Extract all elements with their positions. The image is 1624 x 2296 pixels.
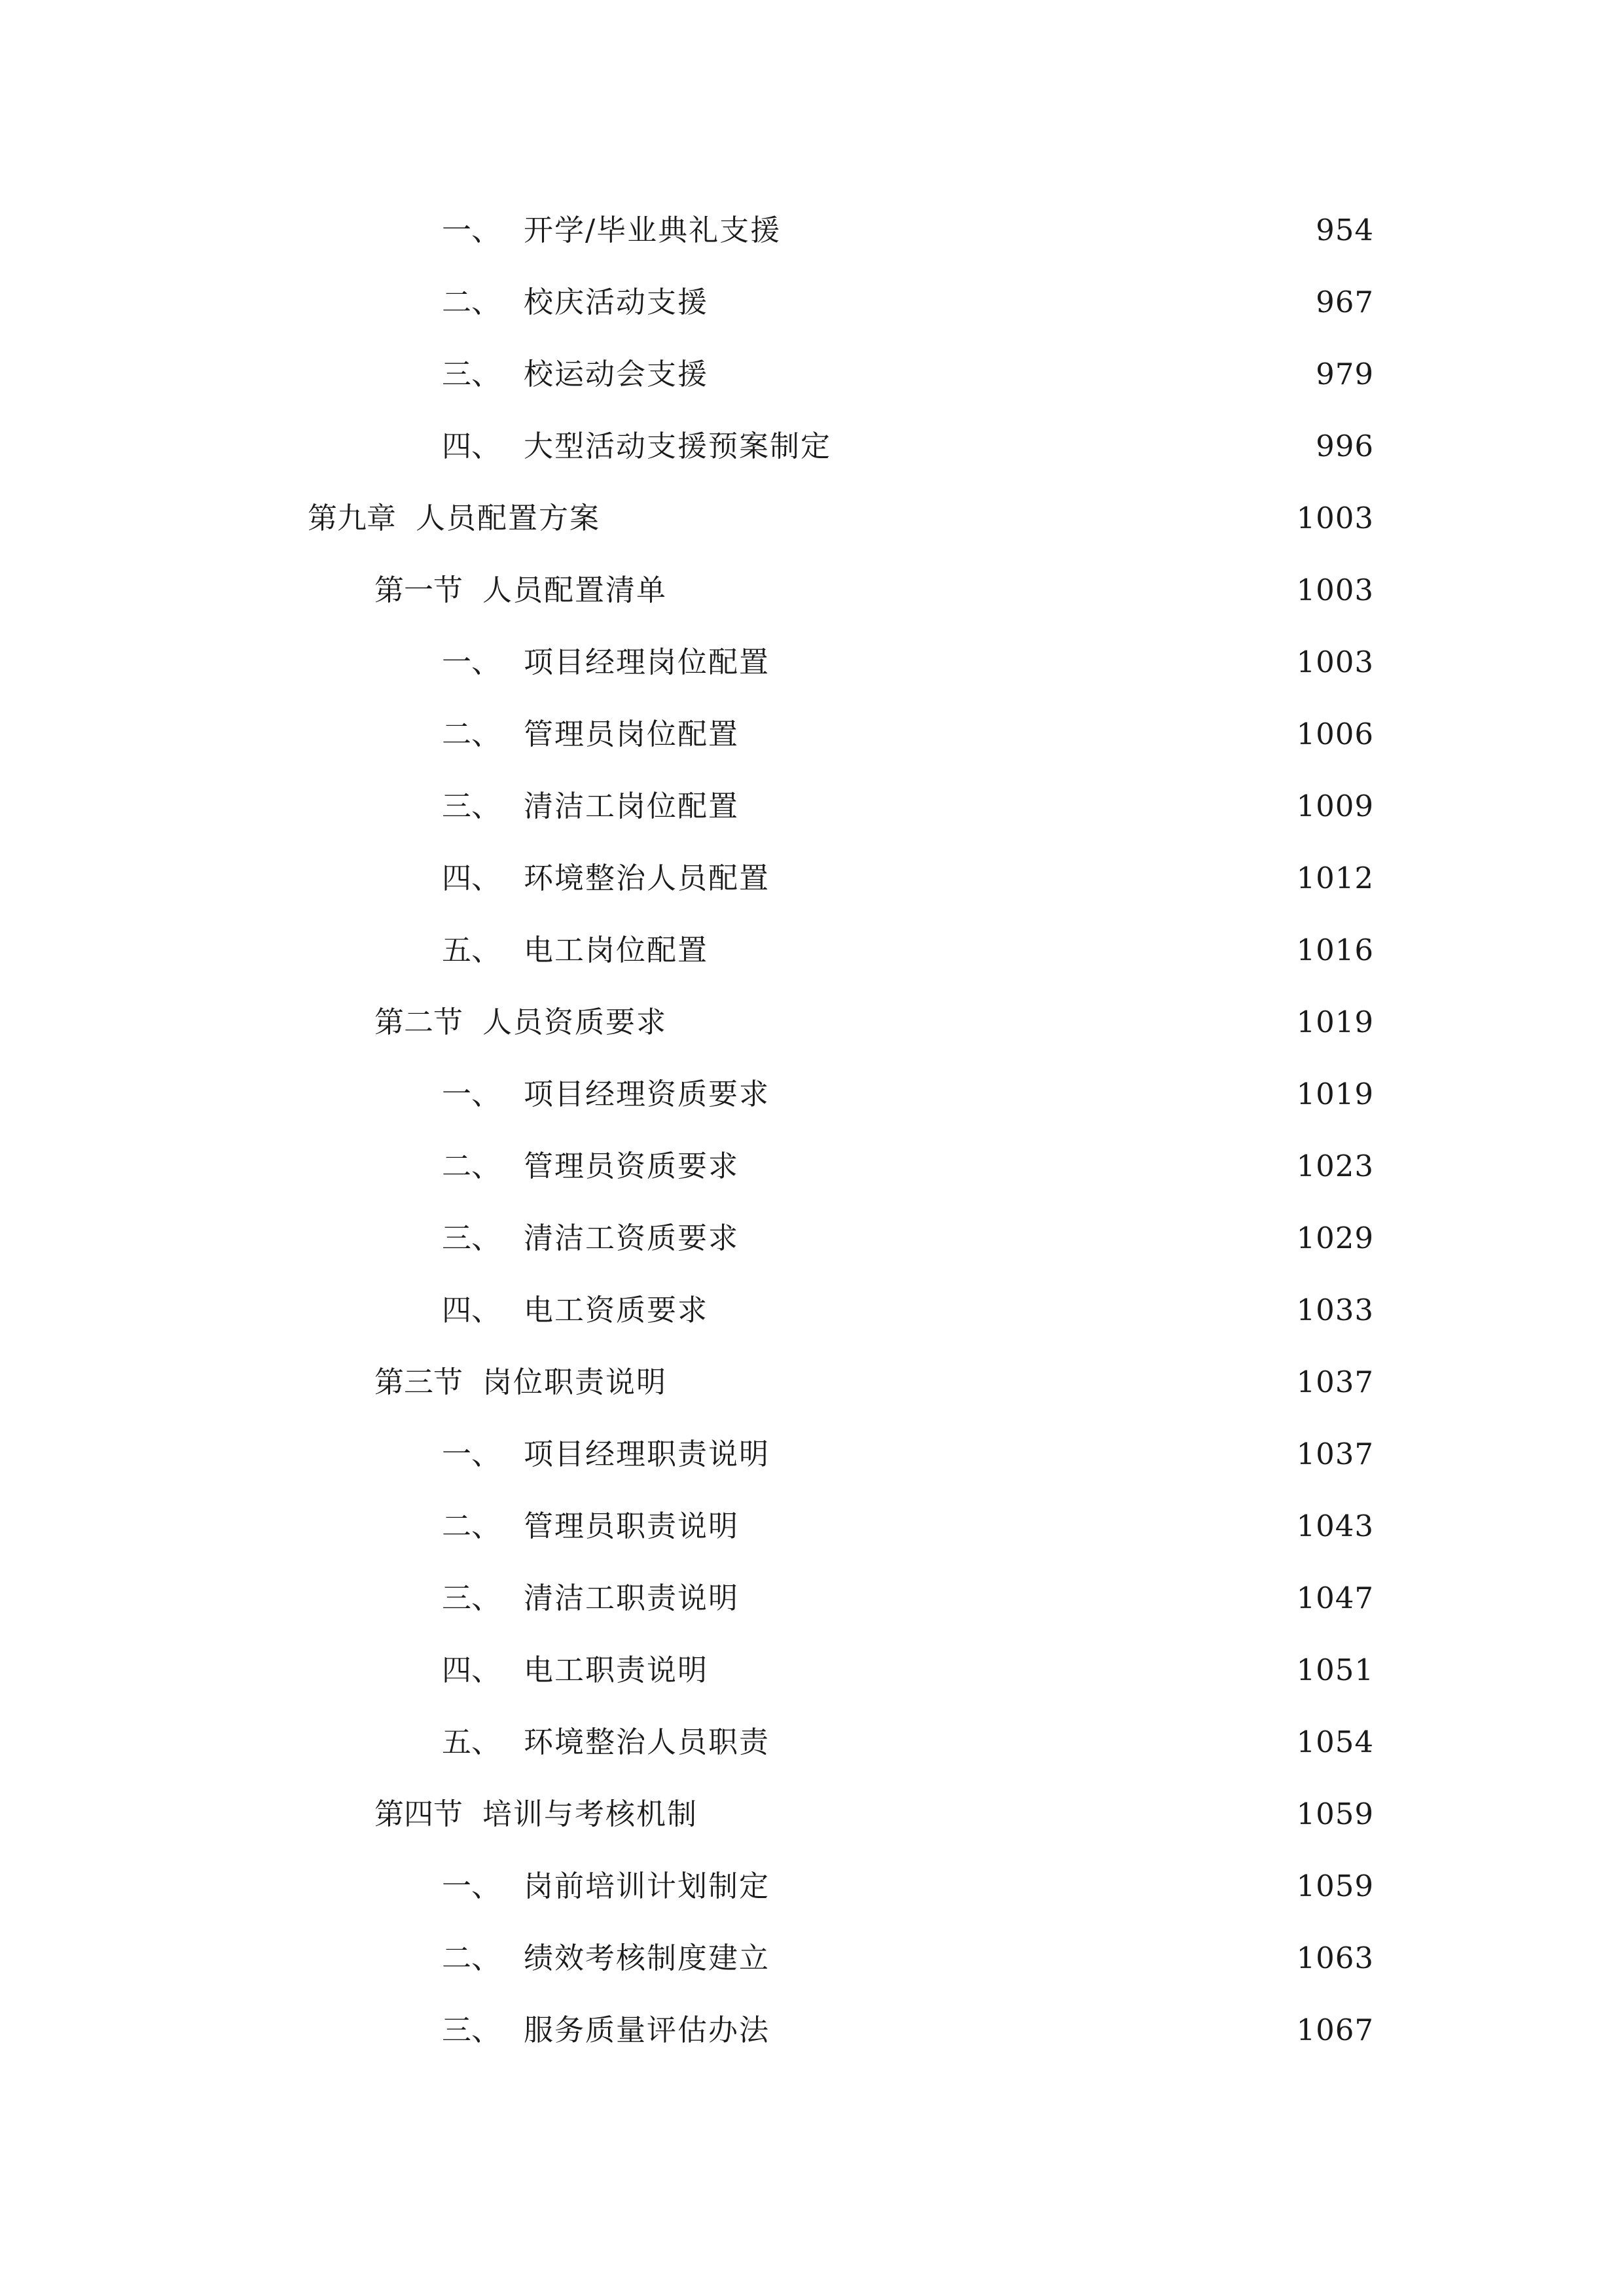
entry-page-number: 1037 [1296, 1365, 1374, 1399]
entry-page-number: 1023 [1296, 1149, 1374, 1183]
toc-entry[interactable] [442, 921, 1374, 980]
entry-label: 四、 [442, 861, 501, 895]
dot-leader [704, 1785, 1287, 1844]
dot-leader [607, 489, 1287, 548]
dot-leader [776, 1065, 1287, 1124]
entry-title: 清洁工资质要求 [524, 1221, 740, 1255]
dot-leader [746, 1209, 1287, 1268]
entry-label: 三、 [442, 357, 501, 391]
toc-entry[interactable] [442, 1425, 1374, 1484]
toc-entry[interactable] [442, 1641, 1374, 1700]
entry-title: 培训与考核机制 [482, 1797, 698, 1831]
entry-title: 大型活动支援预案制定 [524, 429, 832, 463]
toc-entry[interactable] [442, 1713, 1374, 1772]
toc-entry-section[interactable] [374, 1353, 1374, 1412]
dot-leader [674, 1353, 1287, 1412]
dot-leader [776, 849, 1287, 908]
entry-page-number: 1051 [1296, 1653, 1374, 1687]
entry-page-number: 1059 [1296, 1797, 1374, 1831]
entry-page-number: 1019 [1296, 1005, 1374, 1039]
toc-entry[interactable] [442, 1929, 1374, 1988]
entry-label: 二、 [442, 1941, 501, 1975]
entry-label: 五、 [442, 933, 501, 967]
dot-leader [776, 1713, 1287, 1772]
dot-leader [776, 1425, 1287, 1484]
toc-entry-section[interactable] [374, 993, 1374, 1052]
toc-entry[interactable] [442, 417, 1374, 476]
dot-leader [776, 1857, 1287, 1916]
entry-title: 开学/毕业典礼支援 [524, 213, 782, 247]
entry-label: 五、 [442, 1725, 501, 1759]
entry-label: 二、 [442, 1509, 501, 1543]
toc-entry[interactable] [442, 1857, 1374, 1916]
toc-entry[interactable] [442, 849, 1374, 908]
entry-page-number: 1054 [1296, 1725, 1374, 1759]
entry-page-number: 1063 [1296, 1941, 1374, 1975]
entry-page-number: 1003 [1296, 573, 1374, 607]
entry-label: 第二节 [374, 1005, 463, 1039]
toc-entry[interactable] [442, 201, 1374, 260]
entry-page-number: 1037 [1296, 1437, 1374, 1471]
entry-label: 一、 [442, 1077, 501, 1111]
entry-title: 项目经理岗位配置 [524, 645, 770, 679]
entry-title: 岗前培训计划制定 [524, 1869, 770, 1903]
entry-label: 二、 [442, 285, 501, 319]
entry-page-number: 996 [1316, 429, 1374, 463]
entry-label: 四、 [442, 1653, 501, 1687]
entry-title: 电工职责说明 [524, 1653, 709, 1687]
entry-label: 第三节 [374, 1365, 463, 1399]
entry-title: 人员配置方案 [416, 501, 601, 535]
entry-title: 电工资质要求 [524, 1293, 709, 1327]
entry-label: 第九章 [308, 501, 397, 535]
toc-entry-chapter[interactable] [308, 489, 1374, 548]
entry-label: 一、 [442, 645, 501, 679]
toc-entry[interactable] [442, 1281, 1374, 1340]
entry-label: 二、 [442, 717, 501, 751]
toc-entry-section[interactable] [374, 1785, 1374, 1844]
toc-entry[interactable] [442, 1065, 1374, 1124]
toc-entry[interactable] [442, 633, 1374, 692]
entry-page-number: 979 [1316, 357, 1374, 391]
entry-title: 项目经理职责说明 [524, 1437, 770, 1471]
entry-title: 服务质量评估办法 [524, 2013, 770, 2047]
entry-label: 三、 [442, 2013, 501, 2047]
entry-page-number: 1047 [1296, 1581, 1374, 1615]
entry-title: 项目经理资质要求 [524, 1077, 770, 1111]
entry-title: 岗位职责说明 [482, 1365, 668, 1399]
entry-page-number: 1003 [1296, 501, 1374, 535]
entry-page-number: 1006 [1296, 717, 1374, 751]
entry-title: 管理员职责说明 [524, 1509, 740, 1543]
entry-title: 绩效考核制度建立 [524, 1941, 770, 1975]
entry-label: 三、 [442, 789, 501, 823]
entry-label: 一、 [442, 213, 501, 247]
entry-title: 校庆活动支援 [524, 285, 709, 319]
dot-leader [746, 1497, 1287, 1556]
entry-page-number: 1003 [1296, 645, 1374, 679]
toc-entry[interactable] [442, 777, 1374, 836]
entry-title: 清洁工职责说明 [524, 1581, 740, 1615]
dot-leader [746, 705, 1287, 764]
toc-entry-section[interactable] [374, 561, 1374, 620]
dot-leader [715, 345, 1307, 404]
toc-entry[interactable] [442, 2001, 1374, 2060]
entry-page-number: 1067 [1296, 2013, 1374, 2047]
entry-page-number: 1009 [1296, 789, 1374, 823]
entry-page-number: 1043 [1296, 1509, 1374, 1543]
entry-label: 一、 [442, 1437, 501, 1471]
dot-leader [776, 633, 1287, 692]
dot-leader [776, 1929, 1287, 1988]
entry-label: 第四节 [374, 1797, 463, 1831]
dot-leader [715, 921, 1287, 980]
entry-title: 校运动会支援 [524, 357, 709, 391]
entry-page-number: 1059 [1296, 1869, 1374, 1903]
entry-page-number: 967 [1316, 285, 1374, 319]
entry-label: 三、 [442, 1221, 501, 1255]
entry-title: 人员配置清单 [482, 573, 668, 607]
toc-entry[interactable] [442, 1137, 1374, 1196]
entry-label: 一、 [442, 1869, 501, 1903]
toc-entry[interactable] [442, 1569, 1374, 1628]
toc-entry[interactable] [442, 705, 1374, 764]
toc-entry[interactable] [442, 273, 1374, 332]
entry-page-number: 1016 [1296, 933, 1374, 967]
entry-page-number: 1019 [1296, 1077, 1374, 1111]
toc-entry[interactable] [442, 345, 1374, 404]
toc-entry[interactable] [442, 1209, 1374, 1268]
dot-leader [746, 1569, 1287, 1628]
dot-leader [674, 561, 1287, 620]
dot-leader [715, 273, 1307, 332]
entry-page-number: 1033 [1296, 1293, 1374, 1327]
dot-leader [715, 1281, 1287, 1340]
entry-label: 第一节 [374, 573, 463, 607]
dot-leader [715, 1641, 1287, 1700]
entry-page-number: 1029 [1296, 1221, 1374, 1255]
entry-label: 四、 [442, 1293, 501, 1327]
entry-label: 四、 [442, 429, 501, 463]
entry-label: 二、 [442, 1149, 501, 1183]
entry-page-number: 1012 [1296, 861, 1374, 895]
entry-title: 管理员岗位配置 [524, 717, 740, 751]
dot-leader [674, 993, 1287, 1052]
entry-title: 管理员资质要求 [524, 1149, 740, 1183]
entry-label: 三、 [442, 1581, 501, 1615]
dot-leader [838, 417, 1307, 476]
entry-title: 电工岗位配置 [524, 933, 709, 967]
dot-leader [776, 2001, 1287, 2060]
entry-title: 人员资质要求 [482, 1005, 668, 1039]
dot-leader [746, 777, 1287, 836]
dot-leader [746, 1137, 1287, 1196]
entry-title: 环境整治人员职责 [524, 1725, 770, 1759]
toc-entry[interactable] [442, 1497, 1374, 1556]
entry-title: 环境整治人员配置 [524, 861, 770, 895]
entry-title: 清洁工岗位配置 [524, 789, 740, 823]
dot-leader [787, 201, 1307, 260]
entry-page-number: 954 [1316, 213, 1374, 247]
